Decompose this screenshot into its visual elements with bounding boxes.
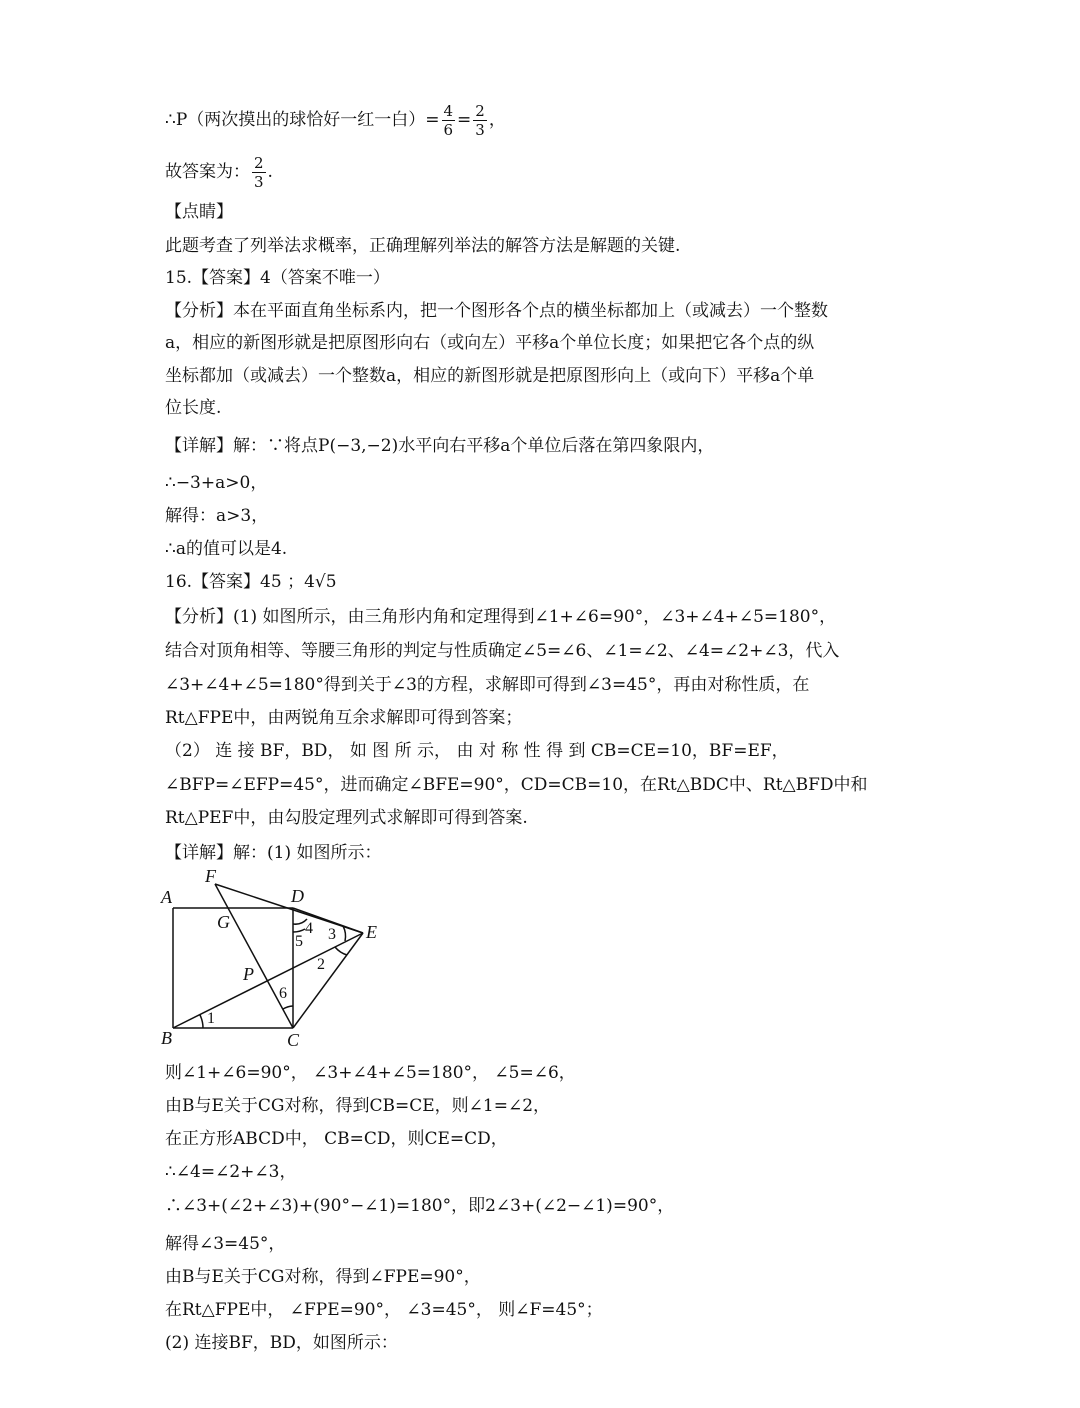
paragraph-line: a，相应的新图形就是把原图形向右（或向左）平移a个单位长度；如果把它各个点的纵 [165, 333, 815, 353]
answer-heading: 15.【答案】4（答案不唯一） [165, 268, 390, 288]
math-line: 在Rt△FPE中， ∠FPE=90°， ∠3=45°， 则∠F=45°； [165, 1300, 603, 1320]
math-line: 解得：a>3， [165, 506, 269, 526]
answer-heading: 16.【答案】45 ；4√5 [165, 572, 337, 592]
numerator: 2 [254, 154, 264, 172]
text: . [267, 162, 273, 182]
angle-label-6: 6 [279, 985, 287, 1002]
section-heading: 【点睛】 [165, 202, 233, 222]
paragraph-line: 位长度. [165, 398, 222, 418]
point-label-e: E [366, 922, 377, 942]
equals: = [457, 110, 472, 130]
angle-arc-5 [293, 929, 305, 932]
angle-arc-3 [343, 926, 346, 941]
point-label-c: C [287, 1030, 300, 1050]
math-line: ∴∠4=∠2+∠3， [165, 1162, 297, 1182]
paragraph-line: 此题考查了列举法求概率，正确理解列举法的解答方法是解题的关键. [165, 236, 681, 256]
point-label-p: P [243, 964, 254, 984]
segment-ce [293, 933, 363, 1028]
angle-label-2: 2 [317, 956, 325, 973]
angle-arc-2 [335, 947, 347, 955]
paragraph-line: 结合对顶角相等、等腰三角形的判定与性质确定∠5=∠6、∠1=∠2、∠4=∠2+∠3，代入 [165, 641, 840, 661]
math-line: 由B与E关于CG对称，得到∠FPE=90°， [165, 1267, 481, 1287]
numerator: 2 [475, 102, 485, 120]
denominator: 3 [475, 121, 485, 139]
angle-label-3: 3 [328, 926, 336, 943]
math-line: ∴a的值可以是4. [165, 539, 288, 559]
fraction [442, 102, 456, 139]
math-line: (2) 连接BF，BD，如图所示： [165, 1333, 398, 1353]
fraction [252, 154, 266, 191]
paragraph-line: Rt△PEF中，由勾股定理列式求解即可得到答案. [165, 808, 528, 828]
math-line: 解得∠3=45°， [165, 1234, 286, 1254]
text: 故答案为： [165, 162, 250, 182]
paragraph-line: 【详解】解：∵将点P(−3,−2)水平向右平移a个单位后落在第四象限内， [165, 436, 715, 456]
text: ∴P（两次摸出的球恰好一红一白）= [165, 110, 440, 130]
point-label-f: F [205, 866, 216, 886]
angle-label-5: 5 [295, 933, 303, 950]
numerator: 4 [443, 102, 454, 120]
fraction [473, 102, 487, 139]
angle-label-1: 1 [207, 1010, 215, 1027]
paragraph-line: ∠3+∠4+∠5=180°得到关于∠3的方程，求解即可得到∠3=45°，再由对称性质，在 [165, 675, 810, 695]
paragraph-line: 【详解】解：(1) 如图所示： [165, 843, 382, 863]
denominator: 3 [254, 173, 264, 191]
paragraph-line: 坐标都加（或减去）一个整数a，相应的新图形就是把原图形向上（或向下）平移a个单 [165, 366, 815, 386]
angle-label-4: 4 [305, 920, 313, 937]
probability-line [165, 102, 506, 139]
paragraph-line: Rt△FPE中，由两锐角互余求解即可得到答案； [165, 708, 523, 728]
math-line: ∴−3+a>0， [165, 473, 268, 493]
paragraph-line: 【分析】(1) 如图所示，由三角形内角和定理得到∠1+∠6=90°，∠3+∠4+∠5=180°， [165, 607, 837, 627]
angle-arc-1 [200, 1015, 203, 1028]
math-line: 则∠1+∠6=90°， ∠3+∠4+∠5=180°， ∠5=∠6， [165, 1063, 576, 1083]
paragraph-line: ∠BFP=∠EFP=45°，进而确定∠BFE=90°，CD=CB=10，在Rt△BDC中、Rt△BFD中和 [165, 775, 868, 795]
math-line: 由B与E关于CG对称，得到CB=CE，则∠1=∠2， [165, 1096, 551, 1116]
answer-line [165, 154, 273, 191]
text: ， [488, 110, 506, 130]
math-line: 在正方形ABCD中， CB=CD，则CE=CD， [165, 1129, 508, 1149]
paragraph-line: 【分析】本在平面直角坐标系内，把一个图形各个点的横坐标都加上（或减去）一个整数 [165, 301, 828, 321]
paragraph-line: （2） 连 接 BF，BD， 如 图 所 示， 由 对 称 性 得 到 CB=CE=10，BF=EF， [165, 741, 789, 761]
denominator: 6 [443, 121, 454, 139]
segment-be [173, 933, 363, 1028]
math-line: ∴∠3+(∠2+∠3)+(90°−∠1)=180°，即2∠3+(∠2−∠1)=90°， [165, 1196, 675, 1216]
point-label-a: A [161, 887, 172, 907]
point-label-g: G [217, 912, 230, 932]
point-label-b: B [161, 1028, 172, 1048]
geometry-figure [161, 866, 395, 1051]
angle-arc-6 [283, 1006, 293, 1009]
point-label-d: D [291, 886, 304, 906]
